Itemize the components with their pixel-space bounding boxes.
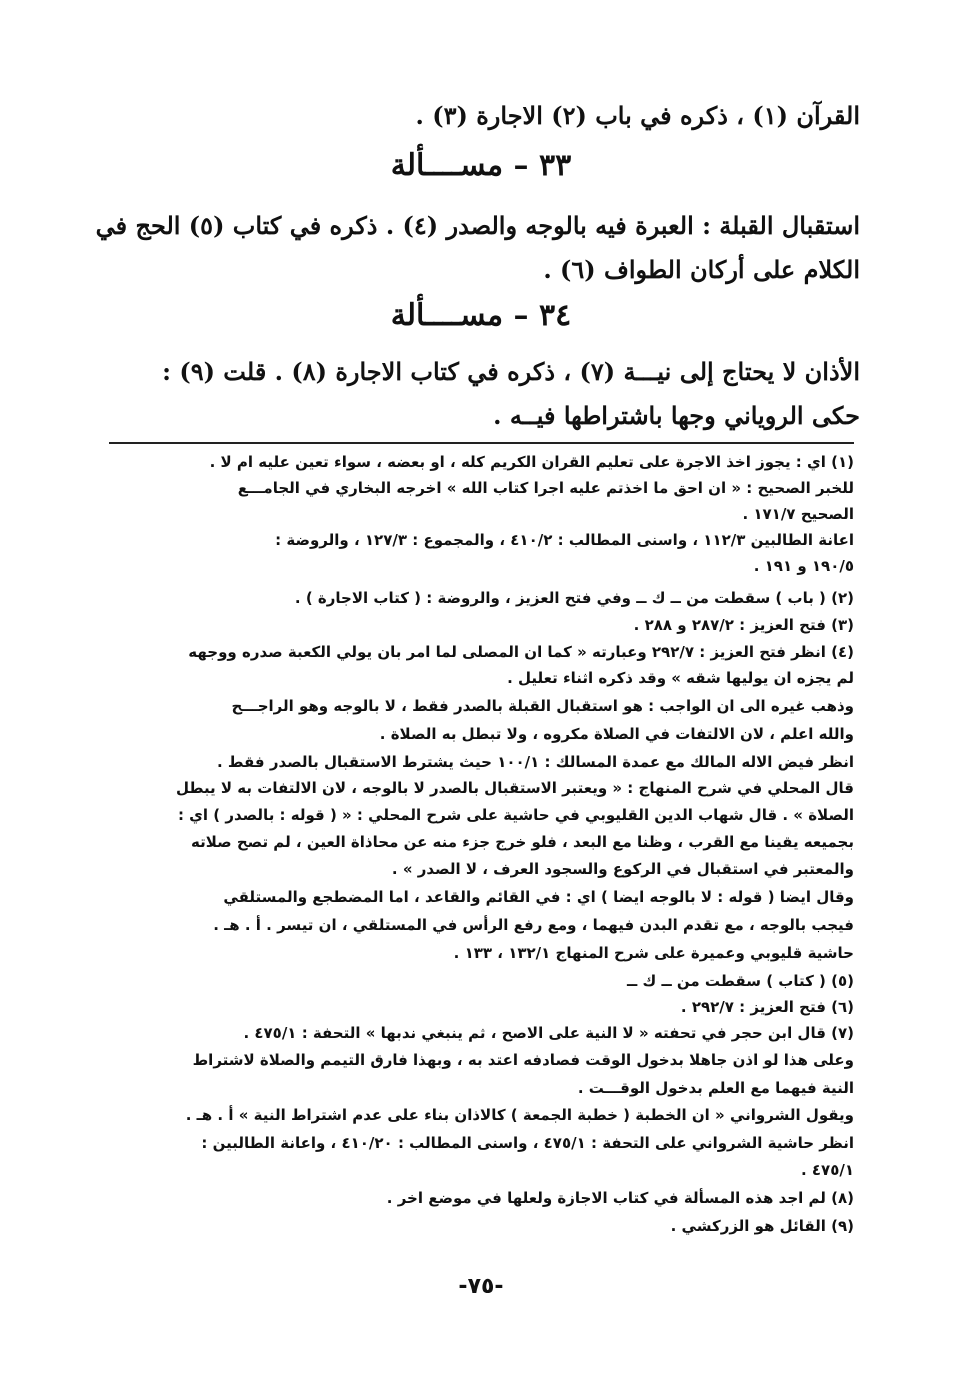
- footnote-line: النية فيهما مع العلم بدخول الوقـــت .: [577, 1079, 854, 1097]
- footnote-line: قال المحلي في شرح المنهاج : « ويعتبر الاستقبال بالصدر لا بالوجه ، لان الالتفات به لا يبطل: [175, 779, 854, 797]
- footnote-line: (٢) ( باب ) سقطت من ــ ك ــ وفي فتح العزيز ، والروضة : ( كتاب الاجارة ) .: [294, 589, 854, 607]
- footnote-line: ٤٧٥/١ .: [800, 1161, 854, 1179]
- footnote-line: (١) اي : يجوز اخذ الاجرة على تعليم القران الكريم كله ، او بعضه ، سواء تعين عليه ام لا .: [209, 453, 854, 471]
- footnote-line: ويقول الشرواني « ان الخطبة ( خطبة الجمعة ) كالاذان بناء على عدم اشتراط النية » أ . هـ .: [185, 1106, 854, 1124]
- issue-heading-33: ٣٣ – مســــألة: [390, 148, 572, 183]
- footnote-line: حاشية قليوبي وعميرة على شرح المنهاج ١٣٢/١ ، ١٣٣ .: [453, 944, 854, 962]
- footnote-line: بجميعه يقينا مع القرب ، وظنا مع البعد ، فلو خرج جزء منه عن محاذاة العين ، لم تصح صلاته: [191, 833, 854, 851]
- issue-heading-34: ٣٤ – مســــألة: [390, 298, 572, 333]
- footnote-line: لم يجزه ان يوليها شقه » وقد ذكره اثناء تعليل .: [507, 669, 854, 687]
- footnote-line: انظر حاشية الشرواني على التحفة : ٤٧٥/١ ، واسنى المطالب : ٤١٠/٢٠ ، واعانة الطالبين :: [201, 1134, 854, 1152]
- footnote-line: الصلاة » . قال شهاب الدين القليوبي في حاشية على شرح المحلي : « ( قوله : بالصدر ) اي :: [177, 806, 854, 824]
- footnote-line: للخبر الصحيح : « ان احق ما اخذتم عليه اجرا كتاب الله » اخرجه البخاري في الجامـــع: [237, 479, 854, 497]
- footnote-line: انظر فيض الاله المالك مع عمدة المسالك : ١٠٠/١ حيث يشترط الاستقبال بالصدر فقط .: [217, 753, 854, 771]
- footnote-line: (٧) قال ابن حجر في تحفته « لا النية على الاصح ، ثم ينبغي ندبها » التحفة : ٤٧٥/١ .: [243, 1024, 854, 1042]
- main-line-4: الأذان لا يحتاج إلى نيـــة (٧) ، ذكره في كتاب الاجارة (٨) . قلت (٩) :: [162, 357, 860, 386]
- footnote-divider: [109, 442, 854, 444]
- footnote-line: فيجب بالوجه ، مع تقدم البدن فيهما ، ومع رفع الرأس في المستلقي ، ان تيسر . أ . هـ .: [213, 916, 854, 934]
- footnote-line: (٥) ( كتاب ) سقطت من ــ ك ــ: [627, 972, 854, 990]
- footnote-line: والله اعلم ، لان الالتفات في الصلاة مكروه ، ولا تبطل به الصلاة .: [379, 725, 854, 743]
- main-line-2: استقبال القبلة : العبرة فيه بالوجه والصدر (٤) . ذكره في كتاب (٥) الحج في: [95, 211, 860, 240]
- footnote-line: ١٩٠/٥ و ١٩١ .: [753, 557, 854, 575]
- main-line-5: حكى الروياني وجها باشتراطها فيــه .: [493, 401, 860, 430]
- footnote-line: الصحيح ١٧١/٧ .: [742, 505, 854, 523]
- footnote-line: اعانة الطالبين ١١٢/٣ ، واسنى المطالب : ٤١٠/٢ ، والمجموع : ١٢٧/٣ ، والروضة :: [275, 531, 854, 549]
- footnote-line: والمعتبر في استقبال في الركوع والسجود العرف ، لا الصدر » .: [391, 860, 854, 878]
- footnote-line: وعلى هذا لو اذن جاهلا بدخول الوقت فصادفه اعتد به ، وبهذا فارق التيمم والصلاة لاشتراط: [192, 1051, 854, 1069]
- page-number: -٧٥-: [458, 1274, 504, 1299]
- footnote-line: (٩) القائل هو الزركشي .: [670, 1217, 854, 1235]
- main-line-3: الكلام على أركان الطواف (٦) .: [543, 255, 860, 284]
- footnote-line: وذهب غيره الى ان الواجب : هو استقبال القبلة بالصدر فقط ، لا بالوجه وهو الراجـــح: [231, 697, 854, 715]
- footnote-line: (٦) فتح العزيز : ٢٩٢/٧ .: [680, 998, 854, 1016]
- footnote-line: وقال ايضا ( قوله : لا بالوجه ايضا ) اي : في القائم والقاعد ، اما المضطجع والمستلقي: [223, 888, 854, 906]
- footnote-line: (٤) انظر فتح العزيز : ٢٩٢/٧ وعبارته « كما ان المصلى لما امر بان يولي الكعبة صدره ووجهه: [188, 643, 854, 661]
- footnote-line: (٨) لم اجد هذه المسألة في كتاب الاجازة ولعلها في موضع اخر .: [386, 1189, 854, 1207]
- main-line-1: القرآن (١) ، ذكره في باب (٢) الاجارة (٣) .: [415, 101, 860, 130]
- footnote-line: (٣) فتح العزيز : ٢٨٧/٢ و ٢٨٨ .: [633, 616, 854, 634]
